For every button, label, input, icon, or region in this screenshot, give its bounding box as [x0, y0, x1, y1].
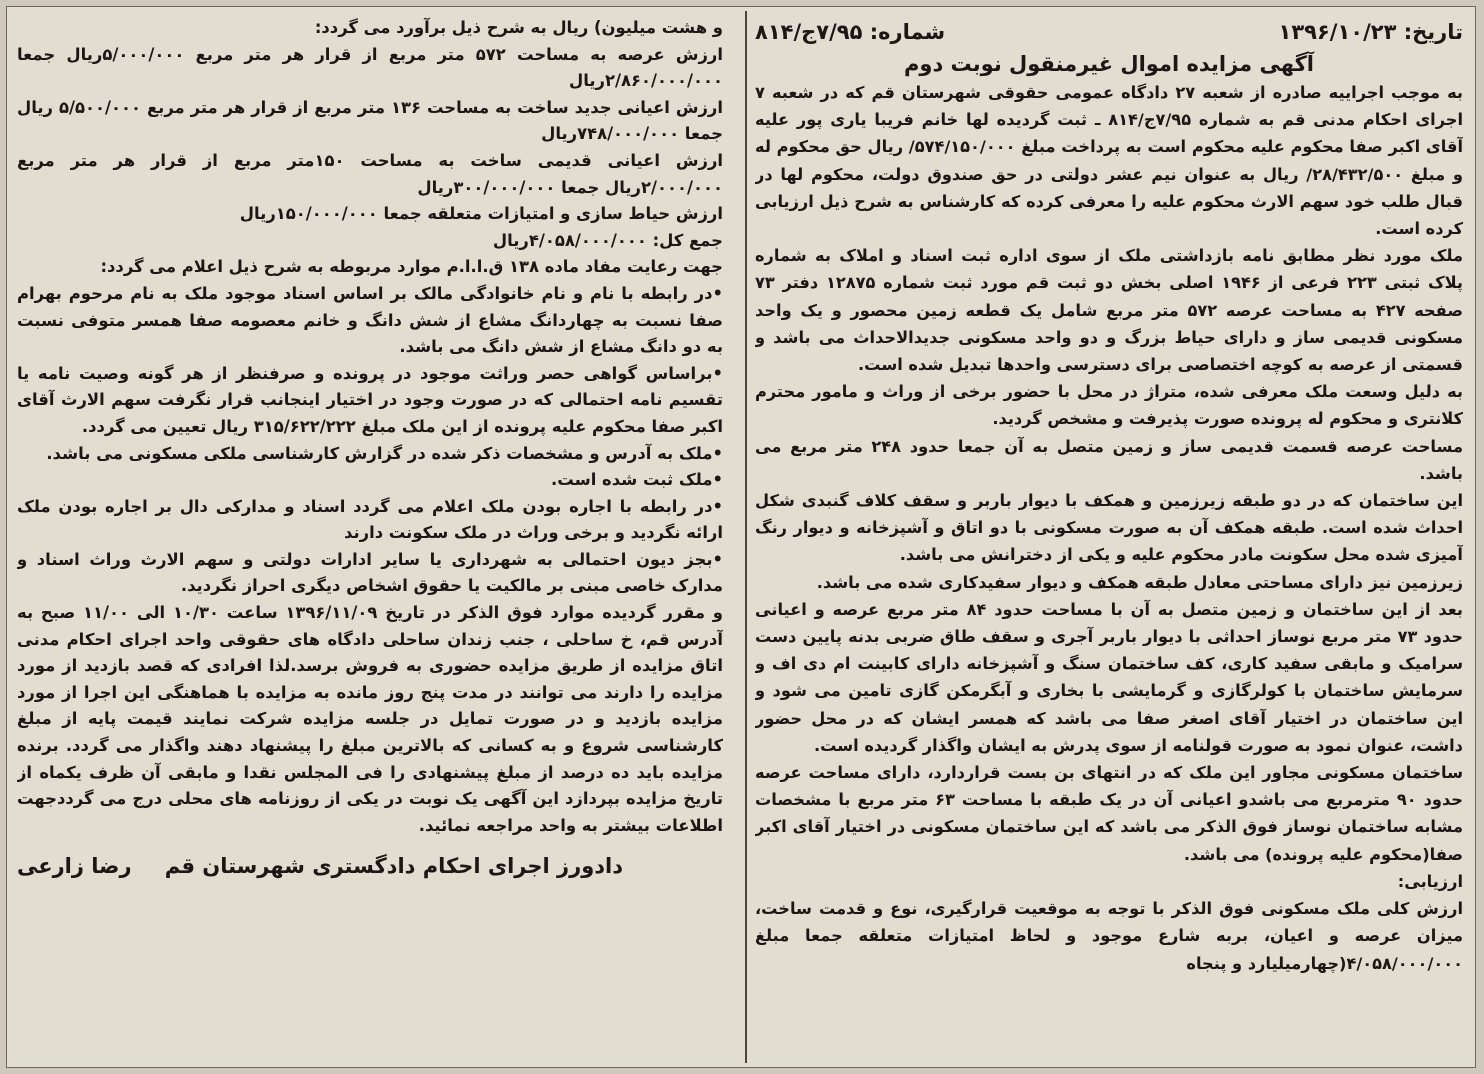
signature: [17, 851, 723, 881]
notice-number: شماره: ۷/۹۵ج/۸۱۴: [755, 20, 946, 44]
valuation-line: ارزش عرصه به مساحت ۵۷۲ متر مربع از قرار هر متر مربع ۵/۰۰۰/۰۰۰ریال جمعا ۲/۸۶۰/۰۰۰/۰۰۰ریال: [17, 44, 723, 91]
column-divider: [745, 11, 747, 1063]
notice-header: [755, 17, 1463, 47]
left-column: [17, 15, 723, 1059]
paragraph: ملک مورد نظر مطابق نامه بازداشتی ملک از سوی اداره ثبت اسناد و املاک به شماره پلاک ثبتی ۲۲۳ فرعی از ۱۹۴۶ اصلی بخش دو ثبت قم مورد ثبت شماره ۱۲۸۷۵ دفتر ۷۳ صفحه ۴۲۷ به مساحت عرصه ۵۷۲ متر مربع شامل یک قطعه زمین محصور و یک واحد مسکونی قدیمی ساز و دارای حیاط بزرگ و دو واحد مسکونی جدیدالاحداث می باشد و قسمتی از عرصه به کوچه اختصاصی برای دسترسی واحدها تبدیل شده است.: [755, 246, 1463, 375]
valuation-total: جمع کل: ۴/۰۵۸/۰۰۰/۰۰۰ریال: [492, 230, 723, 250]
bullet-item: •ملک به آدرس و مشخصات ذکر شده در گزارش کارشناسی ملکی مسکونی می باشد.: [46, 443, 723, 463]
notice-date: تاریخ: ۱۳۹۶/۱۰/۲۳: [1278, 20, 1463, 44]
newspaper-clipping: [6, 6, 1476, 1068]
paragraph: به دلیل وسعت ملک معرفی شده، متراژ در محل با حضور برخی از وراث و مامور محترم کلانتری و محکوم له پرونده صورت پذیرفت و مشخص گردید.: [755, 382, 1463, 429]
paragraph: ارزش کلی ملک مسکونی فوق الذکر با توجه به موقعیت قرارگیری، نوع و قدمت ساخت، میزان عرصه و اعیان، بربه شارع موجود و لحاظ امتیازات متعلقه جمعا مبلغ ۴/۰۵۸/۰۰۰/۰۰۰(چهارمیلیارد و پنجاه: [755, 899, 1463, 973]
paragraph: و مقرر گردیده موارد فوق الذکر در تاریخ ۱۳۹۶/۱۱/۰۹ ساعت ۱۰/۳۰ الی ۱۱/۰۰ صبح به آدرس قم، خ ساحلی ، جنب زندان ساحلی دادگاه های حقوقی واحد اجرای احکام مدنی اتاق مزایده از طریق مزایده حضوری به فروش برسد.لذا افرادی که قصد بازدید از مورد مزایده را دارند می توانند در مدت پنج روز مانده به مزایده با هماهنگی این اجرا از مورد مزایده بازدید و در صورت تمایل در جلسه مزایده شرکت نمایند قیمت پایه از مبلغ کارشناسی شروع و به کسانی که بالاترین مبلغ را پیشنهاد دهند واگذار می گردد. برنده مزایده باید ده درصد از مبلغ پیشنهادی را فی المجلس نقدا و مابقی آن ظرف یکماه از تاریخ مزایده بپردازد این آگهی یک نوبت در یکی از روزنامه های محلی درج می گرددجهت اطلاعات بیشتر به واحد مراجعه نمائید.: [17, 603, 723, 835]
paragraph: ارزیابی:: [1397, 871, 1463, 891]
signature-name: رضا زارعی: [17, 854, 132, 879]
paragraph: جهت رعایت مفاد ماده ۱۳۸ ق.ا.ا.م موارد مربوطه به شرح ذیل اعلام می گردد:: [100, 257, 723, 277]
notice-title: آگهی مزایده اموال غیرمنقول نوبت دوم: [904, 52, 1314, 76]
valuation-line: ارزش اعیانی قدیمی ساخت به مساحت ۱۵۰متر مربع از قرار هر متر مربع ۲/۰۰۰/۰۰۰ریال جمعا ۳۰۰/۰۰۰/۰۰۰ریال: [17, 150, 723, 197]
bullet-item: •براساس گواهی حصر وراثت موجود در پرونده و صرفنظر از هر گونه وصیت نامه یا تقسیم نامه احتمالی که در صورت وجود در اختیار اینجانب قرار نگرفت سهم الارث آقای اکبر صفا محکوم علیه پرونده از این ملک مبلغ ۳۱۵/۶۲۲/۲۲۲ ریال تعیین می گردد.: [17, 363, 723, 436]
paragraph: این ساختمان که در دو طبقه زیرزمین و همکف با دیوار باربر و سقف کلاف گنبدی شکل احداث شده است. طبقه همکف آن به صورت مسکونی با دو اتاق و آشپزخانه و دیوار رنگ آمیزی شده محل سکونت مادر محکوم علیه و یکی از دخترانش می باشد.: [755, 491, 1463, 565]
bullet-item: •در رابطه با نام و نام خانوادگی مالک بر اساس اسناد موجود ملک به نام مرحوم بهرام صفا نسبت به چهاردانگ مشاع از شش دانگ و خانم معصومه صفا همسر متوفی نسبت به دو دانگ مشاع از شش دانگ می باشد.: [17, 283, 723, 357]
paragraph: به موجب اجراییه صادره از شعبه ۲۷ دادگاه عمومی حقوقی شهرستان قم که در شعبه ۷ اجرای احکام مدنی قم به شماره ۷/۹۵ج/۸۱۴ ـ ثبت گردیده لها خانم فریبا یاری پور علیه آقای اکبر صفا محکوم علیه محکوم است به پرداخت مبلغ ۵۷۴/۱۵۰/۰۰۰/ ریال حق محکوم له و مبلغ ۲۸/۴۳۲/۵۰۰/ ریال به عنوان نیم عشر دولتی در حق صندوق دولت، محکوم لها در قبال طلب خود سهم الارث محکوم علیه را معرفی کرده که کارشناس به شرح ذیل ارزیابی کرده است.: [755, 83, 1463, 239]
paragraph: مساحت عرصه قسمت قدیمی ساز و زمین متصل به آن جمعا حدود ۲۴۸ متر مربع می باشد.: [755, 436, 1463, 483]
bullet-item: •در رابطه با اجاره بودن ملک اعلام می گردد اسناد و مدارکی دال بر اجاره بودن ملک ارائه نگردید و برخی وراث در ملک سکونت دارند: [17, 496, 723, 543]
paragraph: ساختمان مسکونی مجاور این ملک که در انتهای بن بست قراردارد، دارای مساحت عرصه حدود ۹۰ مترمربع می باشدو اعیانی آن در یک طبقه با مساحت ۶۳ متر مربع با مشخصات مشابه ساختمان نوساز فوق الذکر می باشد که این ساختمان مسکونی در اختیار آقای اکبر صفا(محکوم علیه پرونده) می باشد.: [755, 763, 1463, 864]
right-column: [755, 15, 1463, 1059]
paragraph: زیرزمین نیز دارای مساحتی معادل طبقه همکف و دیوار سفیدکاری شده می باشد.: [816, 572, 1463, 592]
valuation-line: ارزش حیاط سازی و امتیازات متعلقه جمعا ۱۵۰/۰۰۰/۰۰۰ریال: [239, 204, 723, 224]
valuation-line: ارزش اعیانی جدید ساخت به مساحت ۱۳۶ متر مربع از قرار هر متر مربع ۵/۵۰۰/۰۰۰ ریال جمعا ۷۴۸/۰۰۰/۰۰۰ریال: [17, 97, 723, 144]
bullet-item: •ملک ثبت شده است.: [551, 470, 723, 490]
signature-title: دادورز اجرای احکام دادگستری شهرستان قم: [164, 854, 623, 879]
paragraph: و هشت میلیون) ریال به شرح ذیل برآورد می گردد:: [314, 18, 723, 37]
paragraph: بعد از این ساختمان و زمین متصل به آن با مساحت حدود ۸۴ متر مربع عرصه و اعیانی حدود ۷۳ متر مربع نوساز احداثی با دیوار باربر آجری و سقف طاق ضربی بدنه پایین دست سرامیک و مابقی سفید کاری، کف ساختمان سنگ و آشپزخانه دارای کابینت ام دی اف و سرمایش ساختمان با کولرگازی و گرمایشی با بخاری و آبگرمکن گازی تامین می شود و این ساختمان در اختیار آقای اصغر صفا می باشد که همسر ایشان که در محل حضور داشت، عنوان نمود به صورت قولنامه از سوی پدرش به ایشان واگذار گردیده است.: [755, 599, 1463, 755]
bullet-item: •بجز دیون احتمالی به شهرداری یا سایر ادارات دولتی و سهم الارث وراث اسناد و مدارک خاصی مبنی بر مالکیت یا حقوق اشخاص دیگری احراز نگردید.: [17, 549, 723, 596]
